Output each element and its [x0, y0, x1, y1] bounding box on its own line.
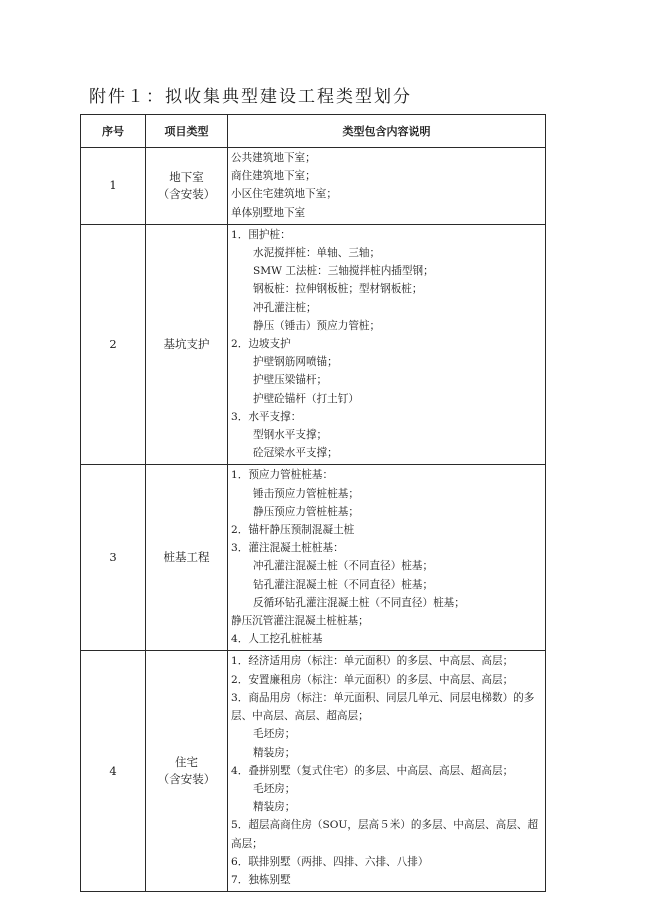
classification-table: [80, 114, 546, 892]
row-description: [228, 465, 546, 651]
row-project-type: [146, 651, 228, 892]
row-description: [228, 651, 546, 892]
desc-line: 静压沉管灌注混凝土桩桩基；: [231, 615, 369, 628]
desc-line: 1．经济适用房（标注：单元面积）的多层、中高层、高层；: [231, 655, 514, 668]
desc-line: 7．独栋别墅: [231, 873, 291, 886]
project-name: 地下室: [169, 169, 204, 184]
header-seq: 序号: [81, 115, 146, 148]
desc-line: 1．围护桩：: [231, 228, 291, 241]
desc-line: 锤击预应力管桩桩基；: [253, 487, 359, 500]
desc-line: 型钢水平支撑；: [253, 429, 328, 442]
desc-line: 护壁钢筋网喷锚；: [253, 356, 338, 369]
desc-line: 3．灌注混凝土桩桩基：: [231, 542, 344, 555]
row-project-type: [146, 148, 228, 225]
row-description: [228, 148, 546, 225]
header-description: 类型包含内容说明: [228, 115, 546, 148]
desc-line: 冲孔灌注桩；: [253, 301, 317, 314]
row-seq: 1: [81, 148, 146, 225]
desc-line: 1．预应力管桩桩基：: [231, 469, 334, 482]
project-note: （含安装）: [157, 772, 216, 787]
row-project-type: [146, 224, 228, 465]
project-note: （含安装）: [157, 186, 216, 201]
desc-line: 水泥搅拌桩：单轴、三轴；: [253, 247, 381, 260]
desc-line: 护壁砼锚杆（打土钉）: [253, 392, 359, 405]
project-name: 住宅: [175, 755, 198, 770]
desc-line: 钢板桩：拉伸钢板桩；型材钢板桩；: [253, 283, 423, 296]
desc-line: 反循环钻孔灌注混凝土桩（不同直径）桩基；: [253, 596, 465, 609]
row-seq: 3: [81, 465, 146, 651]
table-row: [81, 224, 546, 465]
desc-line: 单体别墅地下室: [231, 206, 306, 219]
project-name: 桩基工程: [163, 550, 210, 565]
desc-line: 3．水平支撑：: [231, 410, 302, 423]
desc-line: 4．人工挖孔桩桩基: [231, 633, 323, 646]
desc-line: 小区住宅建筑地下室；: [231, 188, 337, 201]
project-name: 基坑支护: [163, 337, 210, 352]
row-seq: 4: [81, 651, 146, 892]
desc-line: 冲孔灌注混凝土桩（不同直径）桩基；: [253, 560, 434, 573]
desc-line: 公共建筑地下室；: [231, 152, 316, 164]
table-row: [81, 651, 546, 892]
desc-line: 砼冠梁水平支撑；: [253, 447, 338, 460]
desc-line: 3．商品用房（标注：单元面积、同层几单元、同层电梯数）的多层、中高层、高层、超高层；: [231, 691, 535, 723]
row-project-type: [146, 465, 228, 651]
desc-line: 钻孔灌注混凝土桩（不同直径）桩基；: [253, 578, 434, 591]
desc-line: 毛坯房；: [253, 782, 296, 795]
header-project-type: 项目类型: [146, 115, 228, 148]
row-description: [228, 224, 546, 465]
desc-line: 2．安置廉租房（标注：单元面积）的多层、中高层、高层；: [231, 673, 514, 686]
page-title: 附件１：拟收集典型建设工程类型划分: [89, 87, 412, 107]
table-header-row: [81, 115, 546, 148]
table-row: [81, 148, 546, 225]
desc-line: 5．超层高商住房（SOU，层高５米）的多层、中高层、高层、超高层；: [231, 819, 539, 850]
desc-line: 精装房；: [253, 801, 296, 814]
desc-line: 2．边坡支护: [231, 338, 291, 351]
desc-line: 护壁压梁锚杆；: [253, 374, 328, 387]
desc-line: 6．联排别墅（两排、四排、六排、八排）: [231, 855, 429, 868]
desc-line: SMW 工法桩：三轴搅拌桩内插型钢；: [253, 265, 434, 278]
desc-line: 精装房；: [253, 746, 296, 759]
desc-line: 静压预应力管桩桩基；: [253, 505, 359, 518]
table-row: [81, 465, 546, 651]
desc-line: 毛坯房；: [253, 728, 296, 741]
row-seq: 2: [81, 224, 146, 465]
desc-line: 商住建筑地下室；: [231, 170, 316, 183]
desc-line: 4．叠拼别墅（复式住宅）的多层、中高层、高层、超高层；: [231, 764, 514, 777]
desc-line: 2．锚杆静压预制混凝土桩: [231, 524, 355, 537]
desc-line: 静压（锤击）预应力管桩；: [253, 319, 381, 332]
